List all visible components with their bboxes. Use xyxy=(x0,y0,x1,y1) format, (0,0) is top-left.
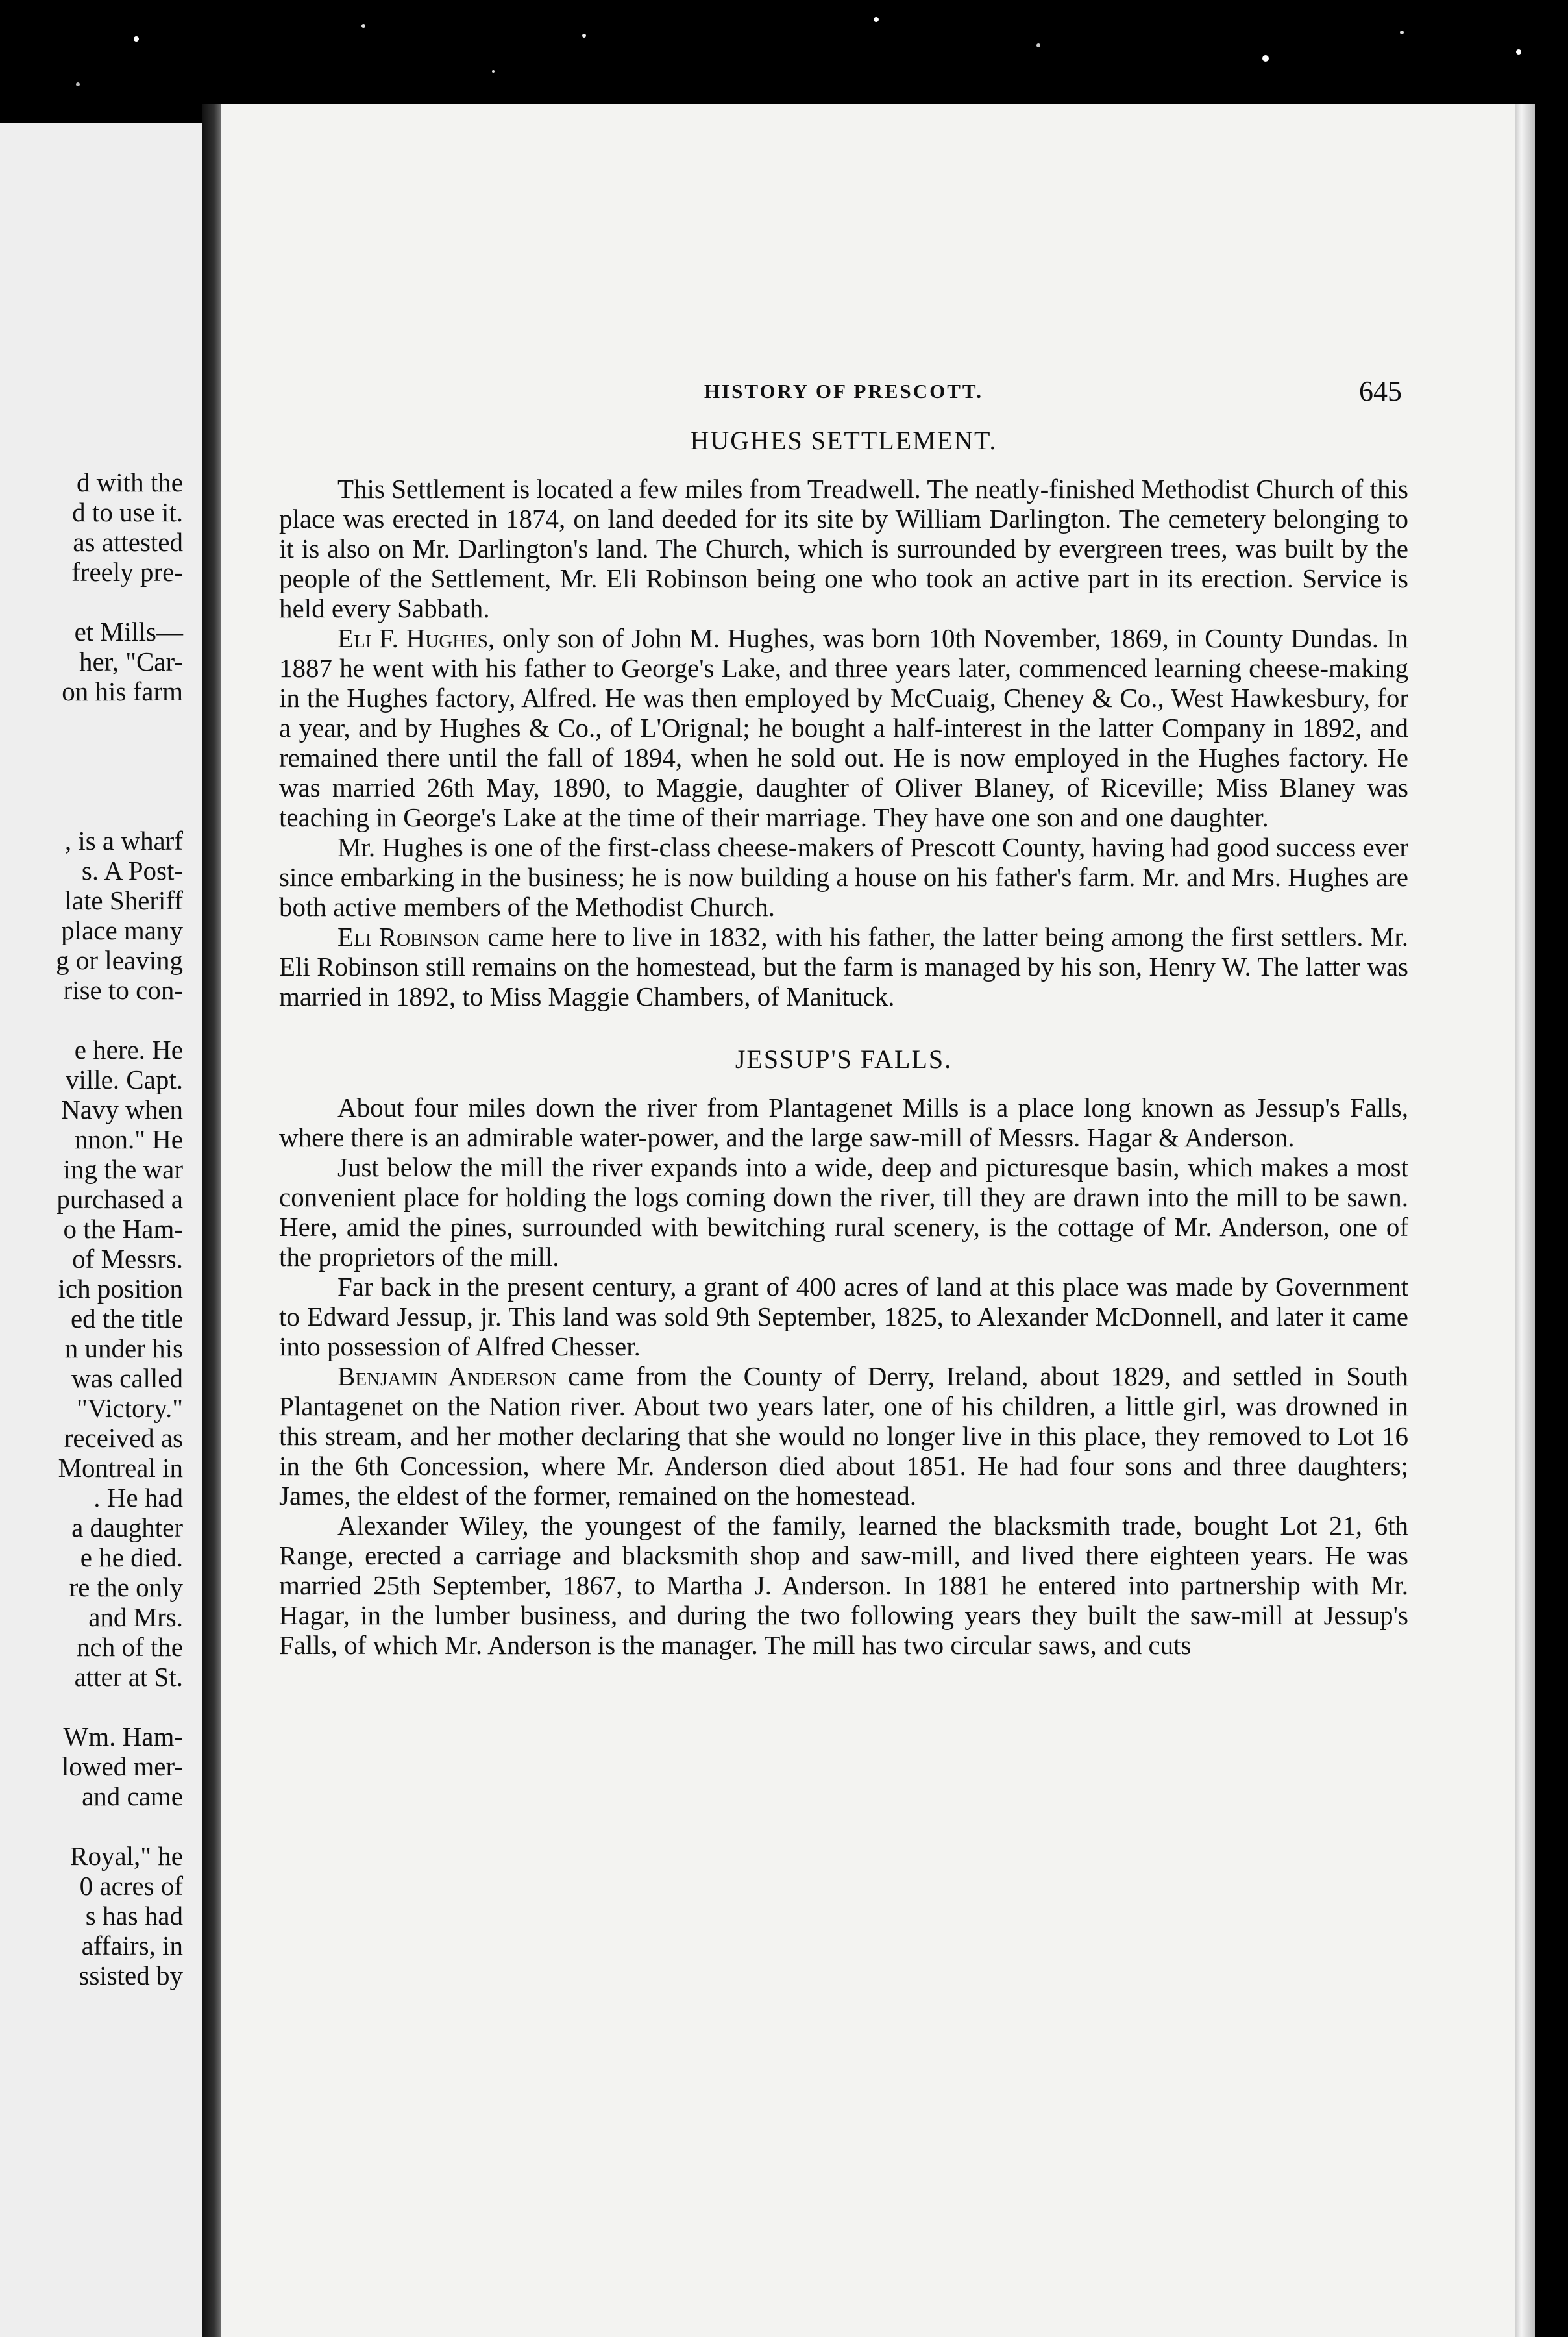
left-page-line: s has had xyxy=(85,1901,183,1931)
left-page-line xyxy=(0,1692,190,1722)
paragraph xyxy=(279,474,1408,623)
left-page-line: nch of the xyxy=(77,1632,183,1662)
paragraph-text: only son of John M. Hughes, was born 10th November, 1869, in County Dundas. In 1887 he went with his father to George's Lake, and three years later, commenced learning cheese-making in the Hughes factory, Alfred. He was then employed by McCuaig, Cheney & Co., West Hawkesbury, for a year, and by Hughes & Co., of L'Orignal; he bought a half-interest in the latter Company in 1892, and remained there until the fall of 1894, when he sold out. He is now employed in the Hughes factory. He was married 26th May, 1890, to Maggie, daughter of Oliver Blaney, of Riceville; Miss Blaney was teaching in George's Lake at the time of their marriage. They have one son and one daughter. xyxy=(279,623,1408,832)
left-page xyxy=(0,123,205,2337)
left-page-line: was called xyxy=(71,1363,183,1393)
left-page-line: ssisted by xyxy=(79,1960,183,1990)
left-page-line: affairs, in xyxy=(81,1931,183,1960)
page-number: 645 xyxy=(1359,375,1402,407)
left-page-line: place many xyxy=(61,915,183,945)
left-page-line: e he died. xyxy=(80,1542,183,1572)
section-heading: JESSUP'S FALLS. xyxy=(735,1045,953,1074)
paragraph xyxy=(279,1152,1408,1272)
left-page-line: s. A Post- xyxy=(81,856,183,885)
section-spacer xyxy=(279,1011,1408,1044)
left-page-line xyxy=(0,1005,190,1035)
paragraph-text: About four miles down the river from Plantagenet Mills is a place long known as Jessup's Falls, where there is an admirable water-power, and the large saw-mill of Messrs. Hagar & Anderson. xyxy=(279,1093,1408,1152)
left-page-line: d with the xyxy=(77,467,183,497)
left-page-line: n under his xyxy=(64,1333,183,1363)
left-page-line: a daughter xyxy=(71,1513,183,1542)
paragraph-lead-name: Benjamin Anderson xyxy=(337,1361,557,1391)
left-page-line xyxy=(0,706,190,736)
left-page-line: "Victory." xyxy=(77,1393,183,1423)
left-page-line: atter at St. xyxy=(74,1662,183,1692)
paragraph xyxy=(279,1093,1408,1152)
left-page-line: ich position xyxy=(58,1274,183,1304)
left-page-line: nnon." He xyxy=(74,1124,183,1154)
paragraph-text: Just below the mill the river expands into a wide, deep and picturesque basin, which makes a most convenient place for holding the logs coming down the river, till they are drawn into the mill to be sawn. Here, amid the pines, surrounded with bewitching rural scenery, is the cottage of Mr. Anderson, one of the proprietors of the mill. xyxy=(279,1152,1408,1272)
left-page-line: ed the title xyxy=(70,1304,183,1333)
left-page-line: rise to con- xyxy=(63,975,183,1005)
left-page-line: purchased a xyxy=(56,1184,183,1214)
paragraph xyxy=(279,1361,1408,1511)
paragraph xyxy=(279,1272,1408,1361)
left-page-line: freely pre- xyxy=(71,557,183,587)
left-page-line: as attested xyxy=(73,527,183,557)
left-page-line: d to use it. xyxy=(72,497,183,527)
left-page-line: ing the war xyxy=(63,1154,183,1184)
left-page-line xyxy=(0,587,190,617)
running-head-title: HISTORY OF PRESCOTT. xyxy=(704,380,984,402)
paragraph-lead-name: Eli F. Hughes, xyxy=(337,623,495,653)
paragraph-text: Alexander Wiley, the youngest of the family, learned the blacksmith trade, bought Lot 21, 6th Range, erected a carriage and blacksmith shop and saw-mill, and lived there eighteen years. He was married 25th September, 1867, to Martha J. Anderson. In 1881 he entered into partnership with Mr. Hagar, in the lumber business, and during the two following years they built the saw-mill at Jessup's Falls, of which Mr. Anderson is the manager. The mill has two circular saws, and cuts xyxy=(279,1511,1408,1660)
left-page-line: and came xyxy=(82,1781,183,1811)
left-page-line: re the only xyxy=(69,1572,183,1602)
left-page-line: her, "Car- xyxy=(79,647,183,676)
left-page-line: . He had xyxy=(93,1483,183,1513)
left-page-line xyxy=(0,766,190,796)
left-page-line: Navy when xyxy=(61,1094,183,1124)
scan-specks xyxy=(0,0,1568,117)
left-page-line: , is a wharf xyxy=(64,826,183,856)
left-page-line xyxy=(0,1811,190,1841)
left-page-text-fragments xyxy=(0,467,190,1990)
section-heading: HUGHES SETTLEMENT. xyxy=(690,426,998,455)
left-page-line: Royal," he xyxy=(70,1841,183,1871)
page-content xyxy=(279,375,1408,1660)
left-page-line: and Mrs. xyxy=(88,1602,183,1632)
running-head xyxy=(279,375,1408,425)
left-page-line: received as xyxy=(64,1423,183,1453)
left-page-line xyxy=(0,796,190,826)
paragraph-text: Mr. Hughes is one of the first-class cheese-makers of Prescott County, having had good success ever since embarking in the business; he is now building a house on his father's farm. Mr. and Mrs. Hughes are both active members of the Methodist Church. xyxy=(279,832,1408,922)
paragraph xyxy=(279,623,1408,832)
left-page-line xyxy=(0,736,190,766)
left-page-line: et Mills— xyxy=(74,617,183,647)
paragraph-text: This Settlement is located a few miles from Treadwell. The neatly-finished Methodist Church of this place was erected in 1874, on land deeded for its site by William Darlington. The cemetery belonging to it is also on Mr. Darlington's land. The Church, which is surrounded by evergreen trees, was built by the people of the Settlement, Mr. Eli Robinson being one who took an active part in its erection. Service is held every Sabbath. xyxy=(279,474,1408,623)
left-page-line: lowed mer- xyxy=(61,1751,183,1781)
left-page-line: ville. Capt. xyxy=(65,1065,183,1094)
page-edge xyxy=(1515,104,1535,2337)
left-page-line: on his farm xyxy=(62,676,183,706)
paragraph xyxy=(279,1511,1408,1660)
left-page-line: Montreal in xyxy=(58,1453,183,1483)
left-page-line: g or leaving xyxy=(56,945,183,975)
left-page-line: 0 acres of xyxy=(79,1871,183,1901)
paragraph-text: came from the County of Derry, Ireland, about 1829, and settled in South Plantagenet on the Nation river. About two years later, one of his children, a little girl, was drowned in this stream, and her mother declaring that she would no longer live in this place, they removed to Lot 16 in the 6th Concession, where Mr. Anderson died about 1851. He had four sons and three daughters; James, the eldest of the former, remained on the homestead. xyxy=(279,1361,1408,1511)
paragraph xyxy=(279,832,1408,922)
left-page-line: of Messrs. xyxy=(72,1244,183,1274)
book-gutter xyxy=(202,104,222,2337)
paragraph-lead-name: Eli Robinson xyxy=(337,922,481,952)
sections xyxy=(279,425,1408,1660)
left-page-line: Wm. Ham- xyxy=(63,1722,183,1751)
left-page-line: o the Ham- xyxy=(63,1214,183,1244)
left-page-line: e here. He xyxy=(74,1035,183,1065)
paragraph xyxy=(279,922,1408,1011)
paragraph-text: came here to live in 1832, with his father, the latter being among the first settlers. Mr. Eli Robinson still remains on the homestead, but the farm is managed by his son, Henry W. The latter was married in 1892, to Miss Maggie Chambers, of Manituck. xyxy=(279,922,1408,1011)
left-page-line: late Sheriff xyxy=(64,885,183,915)
paragraph-text: Far back in the present century, a grant of 400 acres of land at this place was made by Government to Edward Jessup, jr. This land was sold 9th September, 1825, to Alexander McDonnell, and later it came into possession of Alfred Chesser. xyxy=(279,1272,1408,1361)
